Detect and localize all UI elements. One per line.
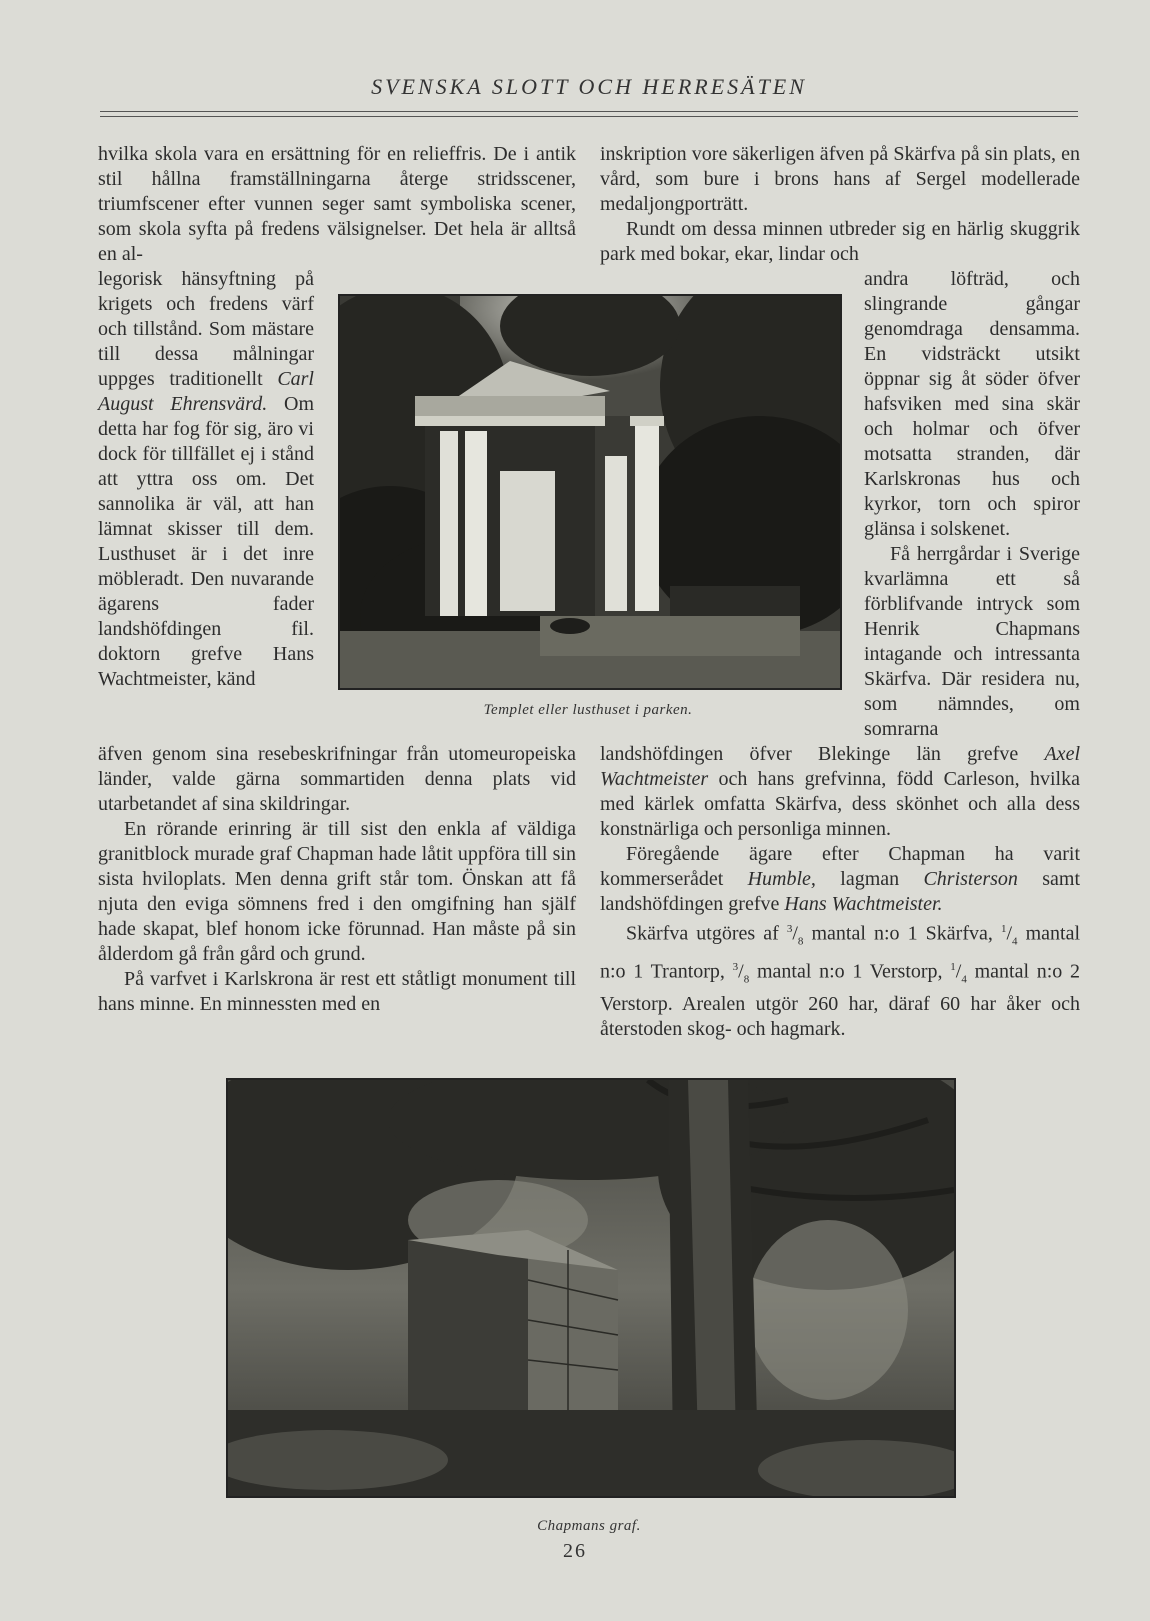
- left-column-narrow: legorisk hänsyftning på krigets och fredens värf och tillstånd. Som mästare till dessa målningar uppges traditionellt Carl August Ehrensvärd. Om detta har fog för sig, äro vi dock för tillfället ej i stånd att yttra oss om. Det sannolika är väl, att han lämnat skisser till dem. Lusthuset är i det inre möbleradt. Den nuvarande ägarens fader landshöfdingen fil. doktorn grefve Hans Wachtmeister, känd: [98, 268, 314, 690]
- running-header: SVENSKA SLOTT OCH HERRESÄTEN: [371, 74, 807, 99]
- header-rule: [100, 116, 1078, 117]
- right-column-bottom: landshöfdingen öfver Blekinge län grefve Axel Wachtmeister och hans grefvinna, född Carleson, hvilka med kärlek omfatta Skärfva, dess skönhet och alla dess konstnärliga och personliga minnen. Föregående ägare efter Chapman ha varit kommerserådet Humble, lagman Christerson samt landshöfdingen grefve Hans Wachtmeister. Skärfva utgöres af $^3/_8$ mantal n:o 1 Skärfva, $^1/_4$ mantal n:o 1 Trantorp, $^3/_8$ mantal n:o 1 Verstorp, $^1/_4$ mantal n:o 2 Verstorp. Arealen utgör 260 har, däraf 60 har åker och återstoden skog- och hagmark.: [600, 743, 1081, 1041]
- header-rule: [100, 111, 1078, 112]
- right-column-narrow: andra löfträd, och slingrande gångar genomdraga densamma. En vidsträckt utsikt öppnar sig åt söder öfver hafsviken med sina skär och holmar och öfver motsatta stranden, där Karlskronas hus och kyrkor, torn och spiror glänsa i solskenet. Få herrgårdar i Sverige kvarlämna ett så förblifvande intryck som Henrik Chapmans intagande och intressanta Skärfva. Där residera nu, som nämndes, om somrarna: [864, 268, 1080, 740]
- left-column-top: hvilka skola vara en ersättning för en relieffris. De i antik stil hållna framställningarna återge stridsscener, triumfscener efter vunnen seger samt symboliska scener, som skola syfta på fredens välsignelser. Det hela är alltså en al-: [98, 143, 576, 265]
- temple-photo: [338, 294, 842, 690]
- figure1-caption: Templet eller lusthuset i parken.: [483, 702, 693, 718]
- left-column-bottom: äfven genom sina resebeskrifningar från utomeuropeiska länder, valde gärna sommartiden denna plats vid utarbetandet af sina skildringar. En rörande erinring är till sist den enkla af väldiga granitblock murade graf Chapman hade låtit uppföra till sin sista hviloplats. Men denna grift står tom. Önskan att få njuta den eviga sömnens fred i den omgifning han själf hade skapat, blef honom icke förunnad. Han måste på sin ålderdom gå från gård och grund. På varfvet i Karlskrona är rest ett ståtligt monument till hans minne. En minnessten med en: [98, 743, 576, 1015]
- grave-photo: [226, 1078, 956, 1498]
- temple-illustration: [340, 296, 840, 688]
- right-column-top: inskription vore säkerligen äfven på Skärfva på sin plats, en vård, som bure i brons hans af Sergel modellerade medaljongporträtt. Rundt om dessa minnen utbreder sig en härlig skuggrik park med bokar, ekar, lindar och: [600, 143, 1080, 265]
- grave-illustration: [228, 1080, 954, 1496]
- figure2-caption: Chapmans graf.: [537, 1518, 641, 1534]
- page-number: 26: [563, 1540, 587, 1562]
